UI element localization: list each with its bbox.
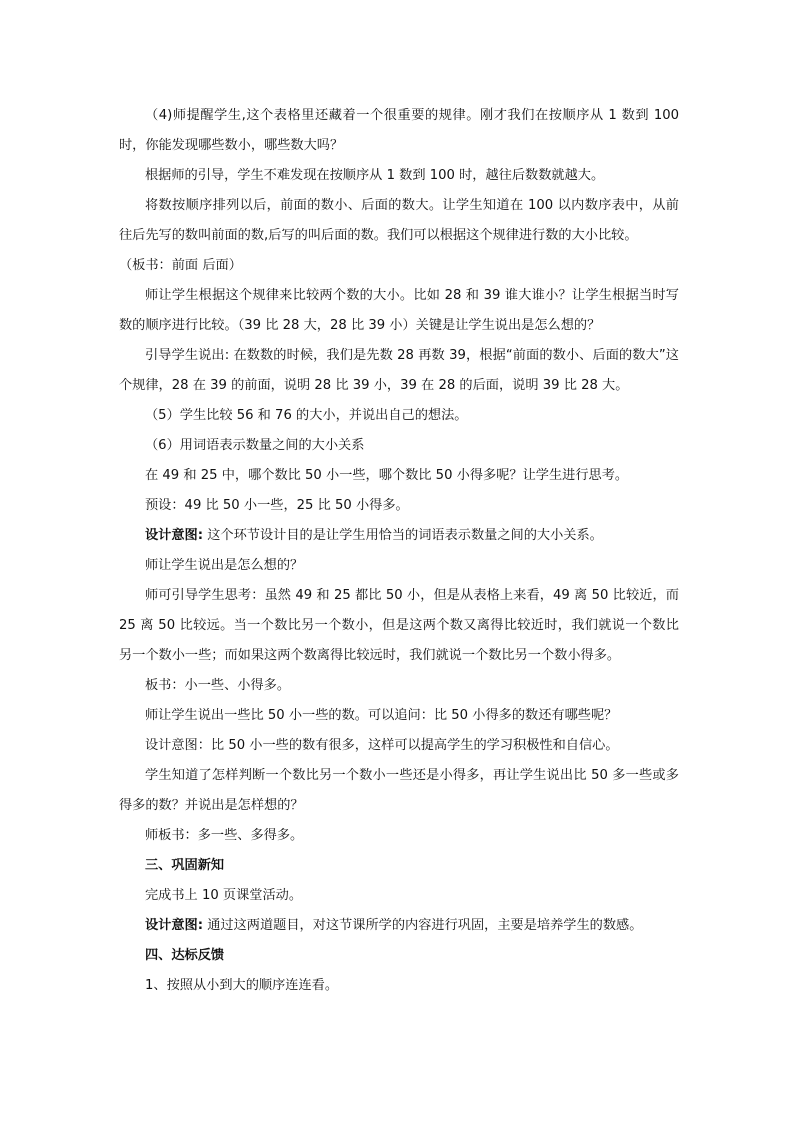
design-intent-text: 这个环节设计目的是让学生用恰当的词语表示数量之间的大小关系。 (203, 528, 603, 543)
paragraph-blackboard-more: 师板书：多一些、多得多。 (145, 828, 304, 843)
paragraph-guide-explanation: 引导学生说出: 在数数的时候，我们是先数 28 再数 39，根据“前面的数小、后面的数大”这个规律，28 在 39 的前面，说明 28 比 39 小，39 在 28 的后面，说明 39 比 28 大。 (119, 348, 679, 393)
paragraph-design-intent-2: 设计意图：比 50 小一些的数有很多，这样可以提高学生的学习积极性和自信心。 (145, 738, 619, 753)
paragraph-connect-order: 1、按照从小到大的顺序连连看。 (145, 978, 339, 993)
paragraph-compare-56-76: （5）学生比较 56 和 76 的大小，并说出自己的想法。 (145, 408, 468, 423)
paragraph-explain-thinking: 师让学生说出是怎么想的？ (145, 558, 304, 573)
paragraph-blackboard-front-back: （板书：前面 后面） (119, 258, 242, 273)
paragraph-student-discovery: 根据师的引导，学生不难发现在按顺序从 1 数到 100 时，越往后数数就越大。 (145, 168, 605, 183)
paragraph-blackboard-smaller: 板书：小一些、小得多。 (145, 678, 291, 693)
paragraph-textbook-activity: 完成书上 10 页课堂活动。 (145, 888, 303, 903)
design-intent-label: 设计意图: (145, 528, 204, 543)
paragraph-order-rule: 将数按顺序排列以后，前面的数小、后面的数大。让学生知道在 100 以内数序表中，从前往后先写的数叫前面的数,后写的叫后面的数。我们可以根据这个规律进行数的大小比较。 (119, 198, 679, 243)
paragraph-teacher-reminder: （4)师提醒学生,这个表格里还藏着一个很重要的规律。刚才我们在按顺序从 1 数到 100 时，你能发现哪些数小，哪些数大吗？ (119, 108, 679, 153)
section-heading-consolidate: 三、巩固新知 (145, 858, 225, 873)
paragraph-words-size-relation: （6）用词语表示数量之间的大小关系 (145, 438, 365, 453)
paragraph-design-intent-3 (119, 911, 679, 941)
paragraph-numbers-slightly-less: 师让学生说出一些比 50 小一些的数。可以追问：比 50 小得多的数还有哪些呢？ (145, 708, 618, 723)
paragraph-49-25-question: 在 49 和 25 中，哪个数比 50 小一些，哪个数比 50 小得多呢？让学生进行思考。 (145, 468, 629, 483)
paragraph-more-than-50: 学生知道了怎样判断一个数比另一个数小一些还是小得多，再让学生说出比 50 多一些或多得多的数？并说出是怎样想的？ (119, 768, 679, 813)
design-intent-text: 通过这两道题目，对这节课所学的内容进行巩固，主要是培养学生的数感。 (203, 918, 643, 933)
document-body (119, 101, 679, 1001)
section-heading-feedback: 四、达标反馈 (145, 948, 225, 963)
paragraph-preset-answer: 预设：49 比 50 小一些，25 比 50 小得多。 (145, 498, 409, 513)
paragraph-guide-thinking-49-25: 师可引导学生思考：虽然 49 和 25 都比 50 小，但是从表格上来看，49 离 50 比较近，而 25 离 50 比较远。当一个数比另一个数小，但是这两个数又离得比较近时，我们就说一个数比另一个数小一些；而如果这两个数离得比较远时，我们就说一个数比另一个数小得多。 (119, 588, 679, 663)
design-intent-label: 设计意图: (145, 918, 204, 933)
paragraph-design-intent-1 (119, 521, 679, 551)
paragraph-compare-28-39: 师让学生根据这个规律来比较两个数的大小。比如 28 和 39 谁大谁小？让学生根据当时写数的顺序进行比较。（39 比 28 大，28 比 39 小）关键是让学生说出是怎么想的？ (119, 288, 679, 333)
